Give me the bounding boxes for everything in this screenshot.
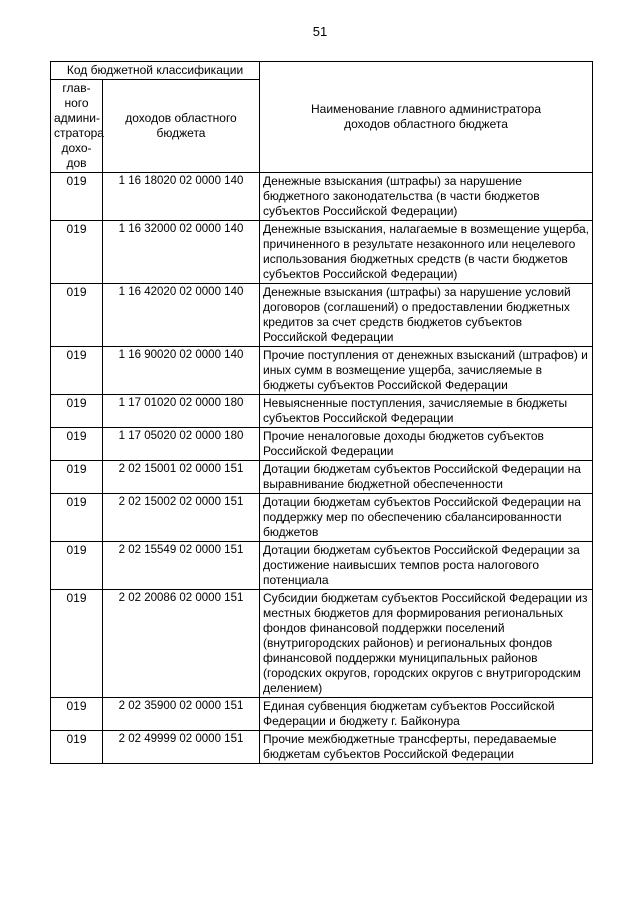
- table-row: [51, 698, 593, 731]
- table-row: [51, 347, 593, 395]
- revenue-name-cell: Дотации бюджетам субъектов Российской Федерации на поддержку мер по обеспечению сбалансированности бюджетов: [260, 494, 593, 542]
- admin-code-cell: 019: [51, 428, 103, 461]
- header-revenue-line-1: доходов областного: [125, 111, 237, 125]
- admin-code-cell: 019: [51, 731, 103, 764]
- revenue-name-cell: Прочие поступления от денежных взысканий (штрафов) и иных сумм в возмещение ущерба, зачисляемые в бюджеты субъектов Российской Федерации: [260, 347, 593, 395]
- revenue-code-cell: 2 02 35900 02 0000 151: [103, 698, 260, 731]
- admin-code-cell: 019: [51, 173, 103, 221]
- header-administrator-name: [260, 62, 593, 173]
- revenue-code-cell: 1 17 01020 02 0000 180: [103, 395, 260, 428]
- table-row: [51, 284, 593, 347]
- budget-classification-table: [50, 61, 593, 764]
- admin-code-cell: 019: [51, 542, 103, 590]
- revenue-name-cell: Субсидии бюджетам субъектов Российской Федерации из местных бюджетов для формирования региональных фондов финансовой поддержки поселений (внутригородских районов) и региональных фондов финансовой поддержки муниципальных районов (городских округов, городских округов с внутригородским делением): [260, 590, 593, 698]
- revenue-name-cell: Денежные взыскания (штрафы) за нарушение бюджетного законодательства (в части бюджетов субъектов Российской Федерации): [260, 173, 593, 221]
- admin-code-cell: 019: [51, 494, 103, 542]
- admin-code-cell: 019: [51, 461, 103, 494]
- revenue-code-cell: 2 02 15549 02 0000 151: [103, 542, 260, 590]
- page-number: 51: [312, 24, 328, 39]
- revenue-name-cell: Прочие межбюджетные трансферты, передаваемые бюджетам субъектов Российской Федерации: [260, 731, 593, 764]
- table-row: [51, 221, 593, 284]
- revenue-code-cell: 2 02 49999 02 0000 151: [103, 731, 260, 764]
- table-row: [51, 461, 593, 494]
- header-budget-classification-code: Код бюджетной классификации: [51, 62, 260, 80]
- header-admin-line-2: ного: [64, 96, 89, 110]
- header-admin-line-1: глав-: [62, 81, 91, 95]
- table-row: [51, 395, 593, 428]
- admin-code-cell: 019: [51, 698, 103, 731]
- header-admin-line-3: админи-: [54, 111, 100, 125]
- admin-code-cell: 019: [51, 284, 103, 347]
- revenue-code-cell: 2 02 15002 02 0000 151: [103, 494, 260, 542]
- revenue-code-cell: 1 17 05020 02 0000 180: [103, 428, 260, 461]
- revenue-name-cell: Денежные взыскания, налагаемые в возмещение ущерба, причиненного в результате незаконного или нецелевого использования бюджетных средств (в части бюджетов субъектов Российской Федерации): [260, 221, 593, 284]
- revenue-code-cell: 2 02 15001 02 0000 151: [103, 461, 260, 494]
- revenue-name-cell: Прочие неналоговые доходы бюджетов субъектов Российской Федерации: [260, 428, 593, 461]
- table-row: [51, 428, 593, 461]
- revenue-name-cell: Единая субвенция бюджетам субъектов Российской Федерации и бюджету г. Байконура: [260, 698, 593, 731]
- table-row: [51, 494, 593, 542]
- table-row: [51, 542, 593, 590]
- revenue-code-cell: 2 02 20086 02 0000 151: [103, 590, 260, 698]
- admin-code-cell: 019: [51, 590, 103, 698]
- table-row: [51, 731, 593, 764]
- header-admin-line-5: дохо-: [61, 141, 92, 155]
- admin-code-cell: 019: [51, 395, 103, 428]
- revenue-code-cell: 1 16 42020 02 0000 140: [103, 284, 260, 347]
- table-row: [51, 173, 593, 221]
- header-regional-budget-revenue: [103, 80, 260, 173]
- admin-code-cell: 019: [51, 221, 103, 284]
- header-name-line-1: Наименование главного администратора: [311, 102, 542, 116]
- revenue-name-cell: Дотации бюджетам субъектов Российской Федерации за достижение наивысших темпов роста налогового потенциала: [260, 542, 593, 590]
- header-name-line-2: доходов областного бюджета: [344, 117, 508, 131]
- header-main-administrator: [51, 80, 103, 173]
- header-admin-line-6: дов: [66, 156, 87, 170]
- revenue-code-cell: 1 16 90020 02 0000 140: [103, 347, 260, 395]
- revenue-code-cell: 1 16 18020 02 0000 140: [103, 173, 260, 221]
- revenue-name-cell: Дотации бюджетам субъектов Российской Федерации на выравнивание бюджетной обеспеченности: [260, 461, 593, 494]
- revenue-name-cell: Невыясненные поступления, зачисляемые в бюджеты субъектов Российской Федерации: [260, 395, 593, 428]
- admin-code-cell: 019: [51, 347, 103, 395]
- header-revenue-line-2: бюджета: [156, 126, 206, 140]
- revenue-name-cell: Денежные взыскания (штрафы) за нарушение условий договоров (соглашений) о предоставлении бюджетных кредитов за счет средств бюджетов субъектов Российской Федерации: [260, 284, 593, 347]
- revenue-code-cell: 1 16 32000 02 0000 140: [103, 221, 260, 284]
- table-row: [51, 590, 593, 698]
- header-admin-line-4: стратора: [54, 126, 104, 140]
